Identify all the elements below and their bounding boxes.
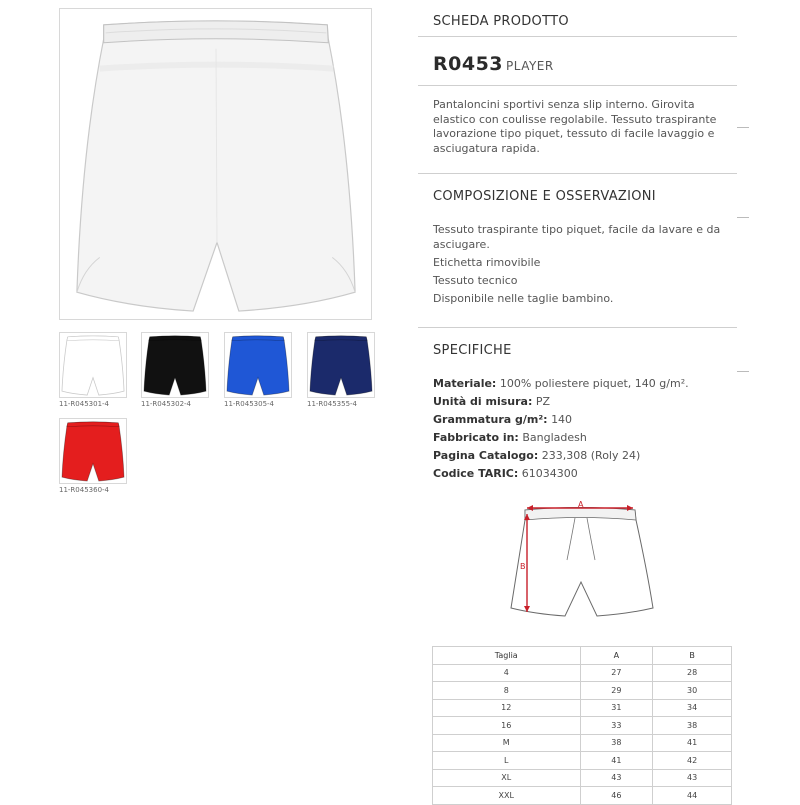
collapse-toggle-description[interactable] (737, 127, 749, 128)
table-cell: 33 (580, 717, 653, 735)
shorts-swatch (60, 333, 126, 397)
table-cell: 28 (653, 664, 732, 682)
composition-line: Tessuto tecnico (433, 274, 518, 287)
table-cell: L (433, 752, 581, 770)
color-thumbnail[interactable] (224, 332, 292, 398)
table-row (433, 734, 732, 752)
product-description: Pantaloncini sportivi senza slip interno. Girovita elastico con coulisse regolabile. Tessuto traspirante lavorazione tipo piquet, tessuto di facile lavaggio e asciugatura rapida. (433, 98, 717, 155)
product-name: PLAYER (506, 59, 554, 73)
table-row (433, 699, 732, 717)
spec-value: 233,308 (Roly 24) (541, 449, 641, 462)
header-b: B (653, 647, 732, 665)
table-row (433, 787, 732, 805)
collapse-toggle-specs[interactable] (737, 371, 749, 372)
product-sheet-heading: SCHEDA PRODOTTO (433, 14, 569, 29)
spec-value: 140 (551, 413, 573, 426)
table-cell: 30 (653, 682, 732, 700)
table-row (433, 752, 732, 770)
thumbnail-code: 11-R045360-4 (59, 486, 109, 494)
table-cell: 38 (580, 734, 653, 752)
shorts-photo (60, 9, 371, 319)
spec-row (433, 413, 572, 426)
color-thumbnail[interactable] (59, 418, 127, 484)
table-cell: 42 (653, 752, 732, 770)
composition-line: Etichetta rimovibile (433, 256, 541, 269)
spec-label: Fabbricato in: (433, 431, 519, 444)
table-cell: 41 (580, 752, 653, 770)
shorts-swatch (142, 333, 208, 397)
table-cell: 43 (653, 769, 732, 787)
spec-row (433, 467, 578, 480)
table-cell: 44 (653, 787, 732, 805)
spec-row (433, 431, 587, 444)
spec-label: Materiale: (433, 377, 497, 390)
table-row (433, 664, 732, 682)
color-thumbnail[interactable] (59, 332, 127, 398)
header-a: A (580, 647, 653, 665)
divider (418, 173, 737, 174)
spec-row (433, 377, 689, 390)
table-cell: 38 (653, 717, 732, 735)
table-cell: 46 (580, 787, 653, 805)
table-cell: 8 (433, 682, 581, 700)
spec-row (433, 395, 550, 408)
measurement-diagram (505, 500, 665, 620)
table-cell: 34 (653, 699, 732, 717)
table-cell: 4 (433, 664, 581, 682)
spec-value: 100% poliestere piquet, 140 g/m². (499, 377, 689, 390)
table-cell: 41 (653, 734, 732, 752)
measure-a-label: A (578, 500, 584, 509)
spec-row (433, 449, 640, 462)
composition-line: Tessuto traspirante tipo piquet, facile da lavare e da asciugare. (433, 223, 721, 251)
spec-value: PZ (535, 395, 551, 408)
table-cell: 12 (433, 699, 581, 717)
table-cell: 16 (433, 717, 581, 735)
thumbnail-code: 11-R045355-4 (307, 400, 357, 408)
thumbnail-code: 11-R045305-4 (224, 400, 274, 408)
spec-label: Pagina Catalogo: (433, 449, 539, 462)
table-cell: 27 (580, 664, 653, 682)
table-row (433, 682, 732, 700)
spec-label: Grammatura g/m²: (433, 413, 548, 426)
table-row (433, 717, 732, 735)
table-row (433, 769, 732, 787)
spec-value: 61034300 (521, 467, 578, 480)
composition-heading: COMPOSIZIONE E OSSERVAZIONI (433, 189, 656, 204)
size-table (432, 646, 732, 805)
color-thumbnail[interactable] (307, 332, 375, 398)
measure-b-label: B (520, 562, 526, 571)
shorts-swatch (225, 333, 291, 397)
table-cell: XL (433, 769, 581, 787)
divider (418, 327, 737, 328)
table-cell: M (433, 734, 581, 752)
collapse-toggle-composition[interactable] (737, 217, 749, 218)
spec-label: Unità di misura: (433, 395, 533, 408)
divider (418, 36, 737, 37)
thumbnail-code: 11-R045302-4 (141, 400, 191, 408)
specs-heading: SPECIFICHE (433, 343, 512, 358)
main-product-image[interactable] (59, 8, 372, 320)
shorts-swatch (60, 419, 126, 483)
thumbnail-code: 11-R045301-4 (59, 400, 109, 408)
composition-line: Disponibile nelle taglie bambino. (433, 292, 614, 305)
table-cell: 29 (580, 682, 653, 700)
table-cell: XXL (433, 787, 581, 805)
spec-label: Codice TARIC: (433, 467, 519, 480)
header-taglia: Taglia (433, 647, 581, 665)
table-cell: 31 (580, 699, 653, 717)
divider (418, 85, 737, 86)
size-table-header (433, 647, 732, 665)
product-code: R0453 (433, 53, 504, 75)
color-thumbnail[interactable] (141, 332, 209, 398)
table-cell: 43 (580, 769, 653, 787)
shorts-swatch (308, 333, 374, 397)
spec-value: Bangladesh (522, 431, 587, 444)
